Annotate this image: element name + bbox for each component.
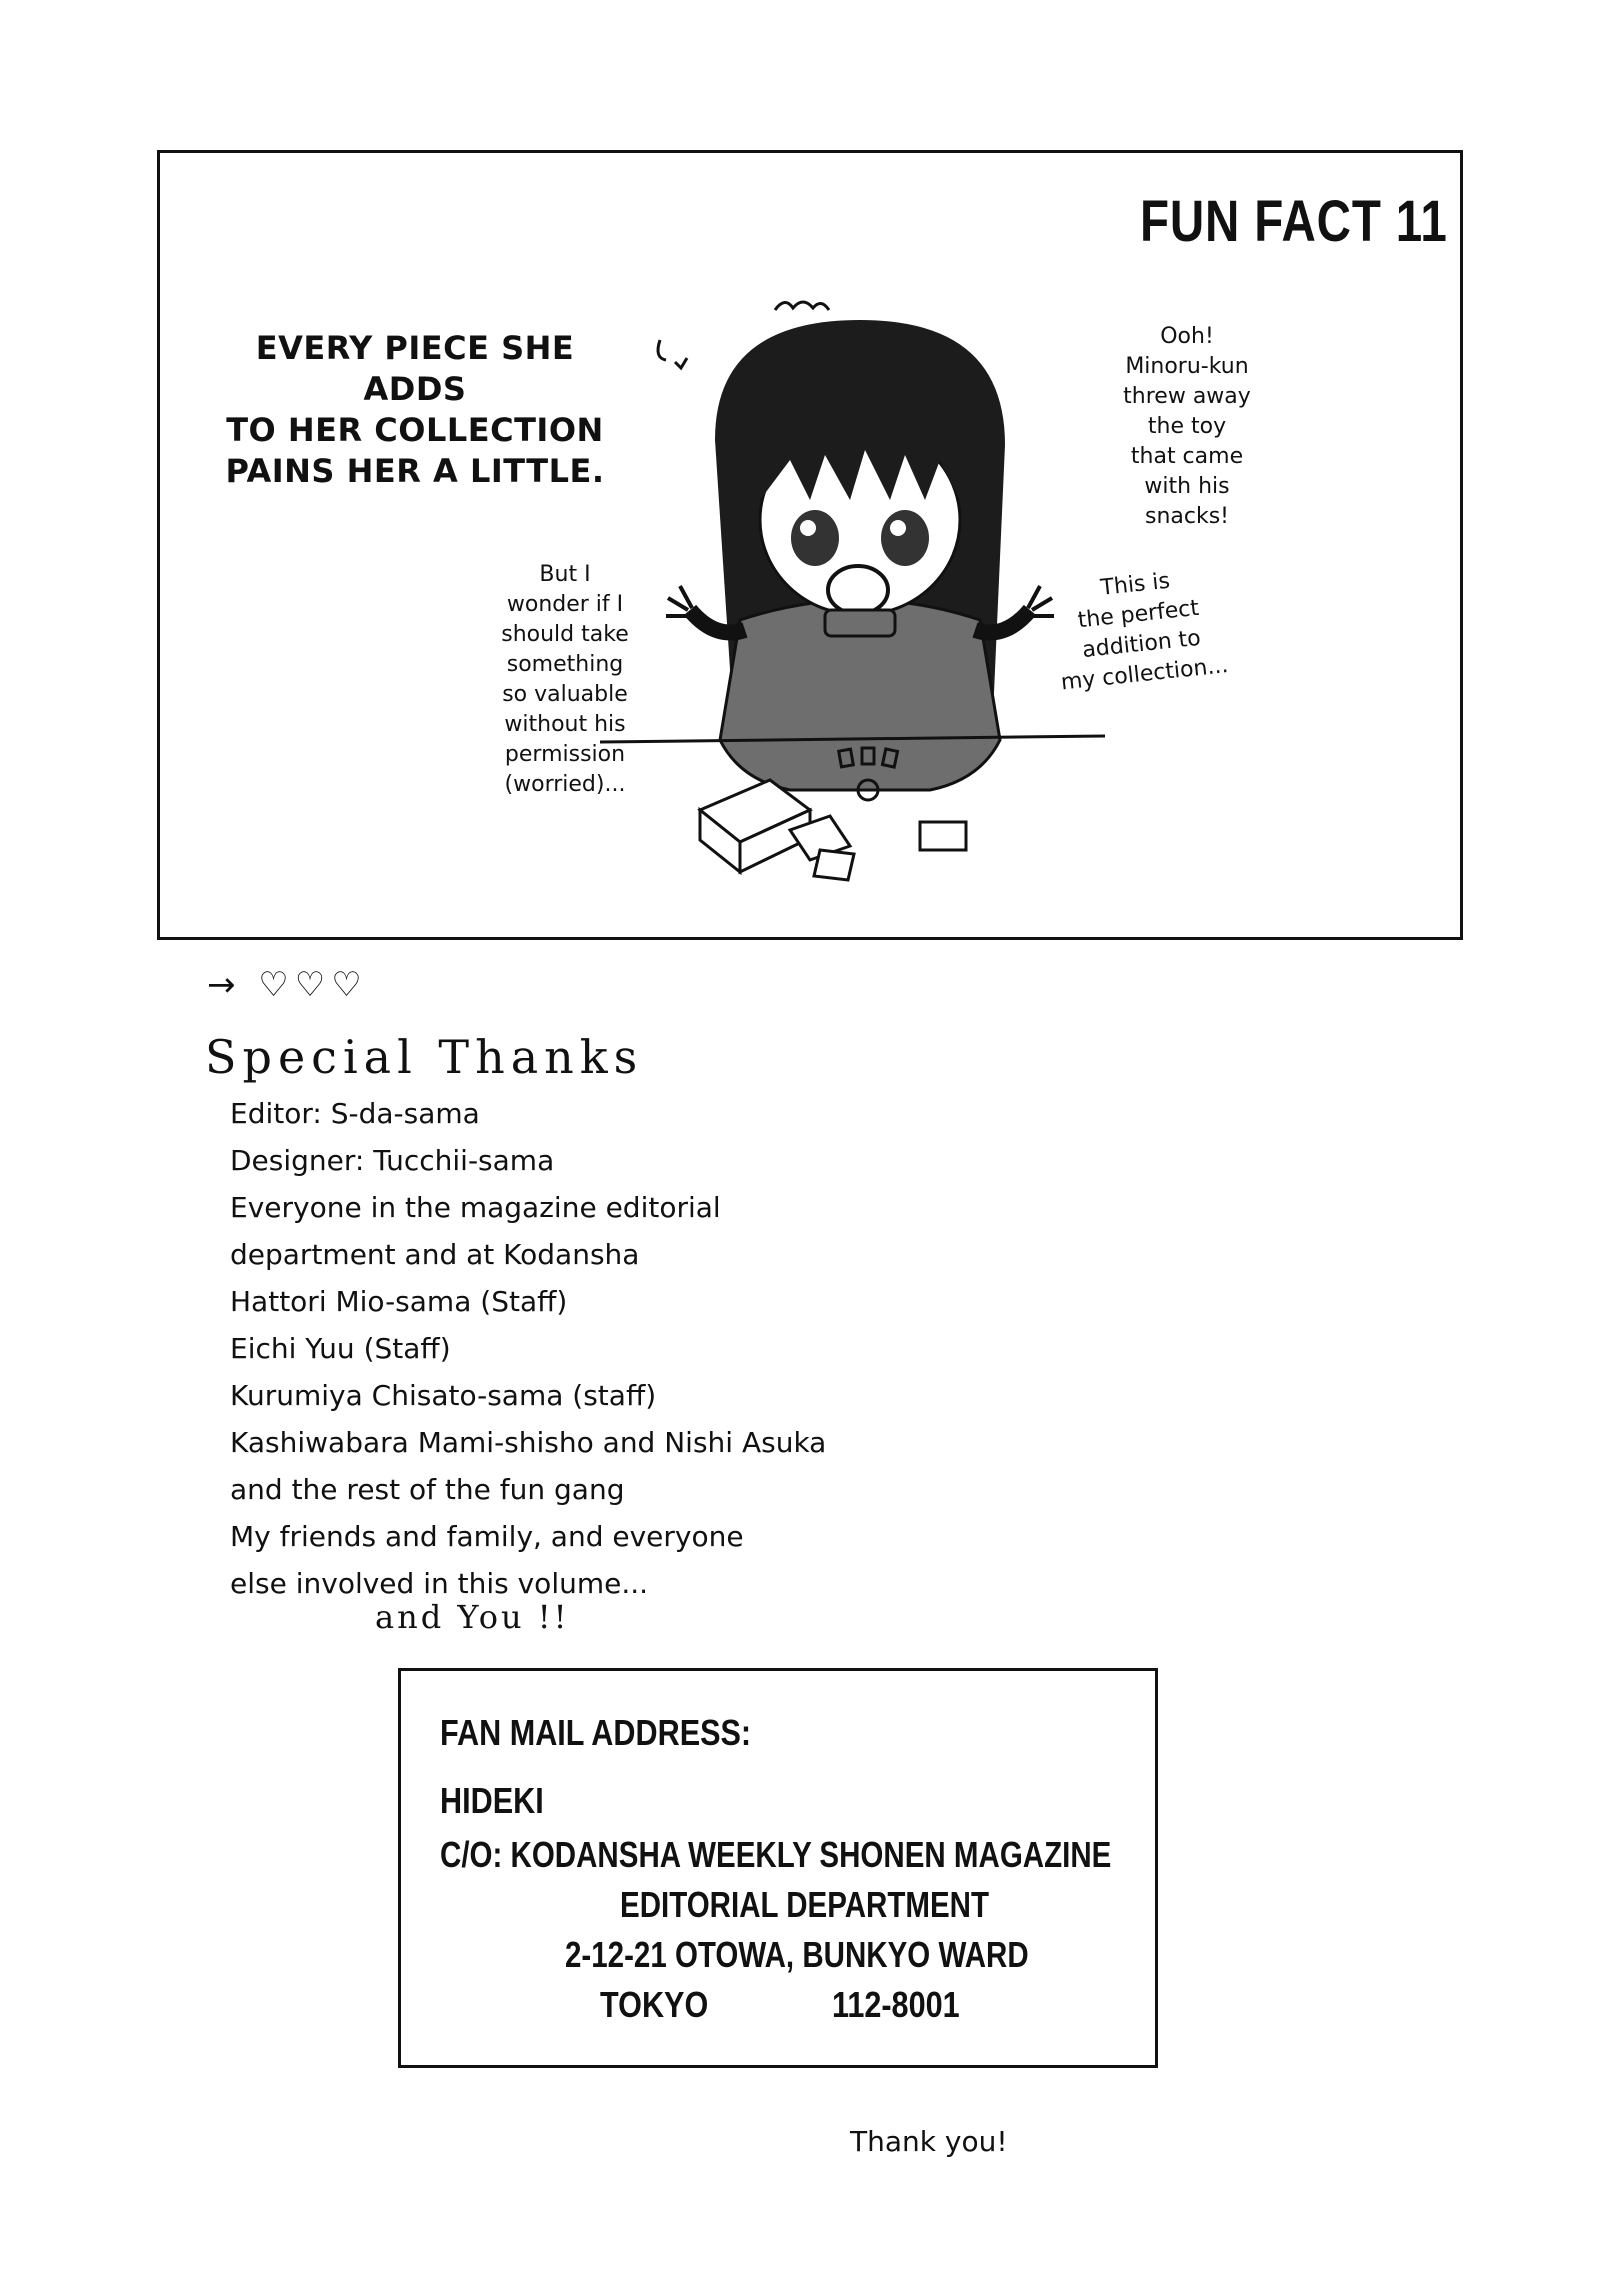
- thanks-line: else involved in this volume...: [230, 1567, 649, 1600]
- fan-mail-city: TOKYO: [600, 1984, 709, 2025]
- fan-mail-label: FAN MAIL ADDRESS:: [440, 1712, 752, 1753]
- bubble-line: should take: [501, 622, 629, 647]
- thanks-line: Eichi Yuu (Staff): [230, 1332, 451, 1365]
- caption-line: PAINS HER A LITTLE.: [225, 452, 605, 490]
- caption-line: TO HER COLLECTION: [226, 411, 604, 449]
- fan-mail-line1: C/O: KODANSHA WEEKLY SHONEN MAGAZINE: [440, 1834, 1112, 1875]
- fan-mail-line2: EDITORIAL DEPARTMENT: [620, 1884, 990, 1925]
- bubble-line: something: [506, 652, 624, 677]
- thanks-line: Everyone in the magazine editorial: [230, 1191, 721, 1224]
- fan-mail-name: HIDEKI: [440, 1780, 544, 1821]
- bubble-line: the perfect: [1076, 595, 1201, 634]
- bubble-line: snacks!: [1144, 504, 1229, 529]
- bubble-line: my collection...: [1059, 653, 1230, 696]
- bubble-line: wonder if I: [506, 592, 624, 617]
- thanks-line: and the rest of the fun gang: [230, 1473, 625, 1506]
- special-thanks-list: [230, 1090, 826, 1607]
- thanks-line: department and at Kodansha: [230, 1238, 640, 1271]
- chibi-girl-illustration: [600, 270, 1120, 890]
- speech-bubble-ooh: [1092, 322, 1282, 532]
- special-thanks-heading: Special Thanks: [205, 1030, 644, 1084]
- bubble-line: This is: [1099, 568, 1172, 601]
- fun-fact-title: FUN FACT 11: [1140, 189, 1448, 254]
- bubble-line: But I: [539, 562, 591, 587]
- fan-mail-line3: 2-12-21 OTOWA, BUNKYO WARD: [565, 1934, 1029, 1975]
- thanks-line: Hattori Mio-sama (Staff): [230, 1285, 568, 1318]
- bubble-line: threw away: [1123, 384, 1251, 409]
- bubble-line: (worried)...: [504, 772, 626, 797]
- thanks-line: My friends and family, and everyone: [230, 1520, 744, 1553]
- bubble-line: so valuable: [502, 682, 628, 707]
- fan-mail-postal: 112-8001: [832, 1984, 960, 2025]
- and-you-closing: and You !!: [375, 1598, 570, 1636]
- caption-line: EVERY PIECE SHE ADDS: [255, 329, 575, 408]
- fun-fact-caption: [215, 328, 615, 492]
- bubble-line: with his: [1144, 474, 1230, 499]
- arrow-hearts-decoration: → ♡♡♡: [207, 965, 368, 1005]
- bubble-line: the toy: [1147, 414, 1227, 439]
- bubble-line: without his: [504, 712, 626, 737]
- bubble-line: Ooh!: [1160, 324, 1214, 349]
- bubble-line: Minoru-kun: [1125, 354, 1249, 379]
- thanks-line: Editor: S-da-sama: [230, 1097, 480, 1130]
- thank-you-note: Thank you!: [850, 2125, 1008, 2158]
- thanks-line: Kashiwabara Mami-shisho and Nishi Asuka: [230, 1426, 827, 1459]
- thanks-line: Designer: Tucchii-sama: [230, 1144, 555, 1177]
- bubble-line: permission: [504, 742, 626, 767]
- thanks-line: Kurumiya Chisato-sama (staff): [230, 1379, 657, 1412]
- bubble-line: that came: [1130, 444, 1244, 469]
- bubble-line: addition to: [1081, 625, 1202, 664]
